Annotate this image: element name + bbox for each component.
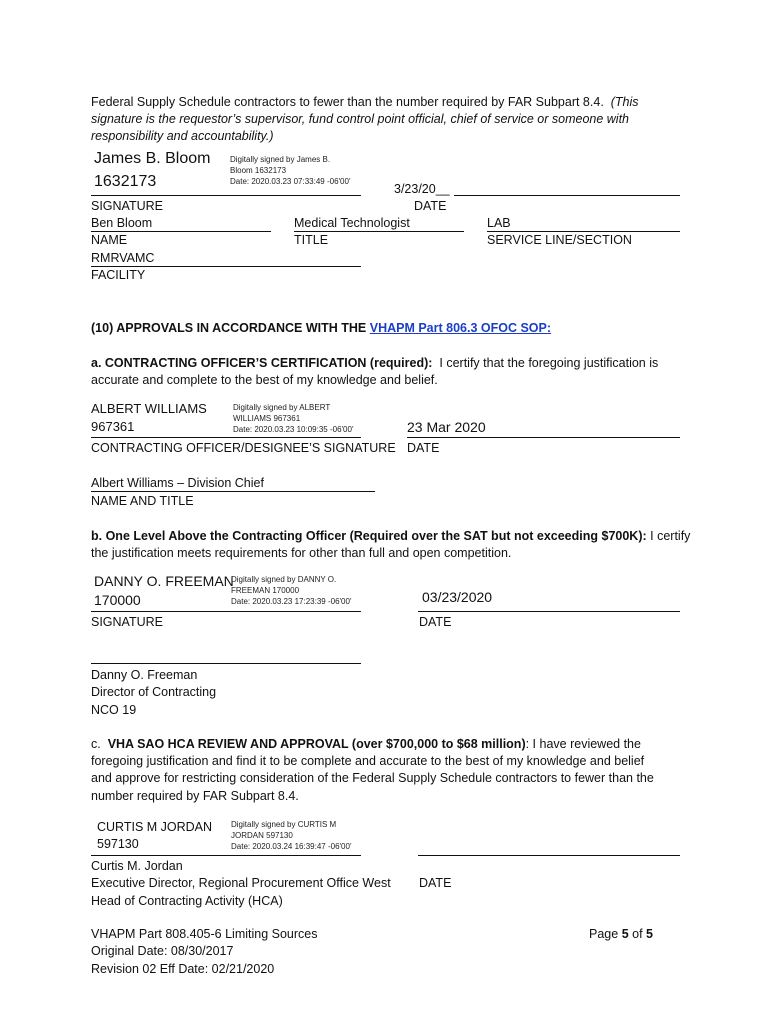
digital-line: WILLIAMS 967361	[233, 414, 301, 423]
requestor-signature-id: 1632173	[94, 173, 157, 190]
section-c-heading-prefix: c.	[91, 737, 101, 751]
intro-line-1-italic: (This	[610, 95, 639, 109]
section-b-signature-id: 170000	[94, 592, 141, 608]
requestor-title-line	[294, 231, 464, 232]
requestor-service-line	[487, 231, 680, 232]
digital-line: Date: 2020.03.23 17:23:39 -06'00'	[231, 597, 352, 606]
section-c-signature-name: CURTIS M JORDAN	[97, 820, 213, 834]
section-b-signature-line	[91, 611, 361, 612]
section-a-line-2: accurate and complete to the best of my knowledge and belief.	[91, 373, 438, 387]
section-b-name-line-1: Danny O. Freeman	[91, 668, 198, 682]
intro-line-3: responsibility and accountability.)	[91, 129, 274, 143]
section-b-heading	[91, 529, 690, 543]
requestor-date-value: 3/23/20__	[394, 182, 450, 196]
section-c-digital-signature	[231, 819, 351, 852]
section-c-signature-line	[91, 855, 361, 856]
section-a-date-label: DATE	[407, 441, 440, 455]
section-b-heading-bold: b. One Level Above the Contracting Officer (Required over the SAT but not exceeding $700K):	[91, 529, 647, 543]
section-a-date-line	[407, 437, 680, 438]
section-a-name-line	[91, 491, 375, 492]
requestor-service-value: LAB	[487, 216, 511, 230]
requestor-name-label: NAME	[91, 233, 128, 247]
intro-line-2: signature is the requestor’s supervisor, fund control point official, chief of service or someone with	[91, 112, 630, 126]
requestor-facility-line	[91, 266, 361, 267]
requestor-date-label: DATE	[414, 199, 447, 213]
digital-line: Digitally signed by James B.	[230, 155, 331, 164]
section-c-date-line	[418, 855, 680, 856]
section-b-heading-text: I certify	[650, 529, 691, 543]
footer-line-3: Revision 02 Eff Date: 02/21/2020	[91, 962, 275, 976]
digital-line: Digitally signed by ALBERT	[233, 403, 331, 412]
page-current: 5	[621, 927, 629, 941]
section-a-heading-text: I certify that the foregoing justification is	[439, 356, 659, 370]
requestor-facility-label: FACILITY	[91, 268, 146, 282]
requestor-name-value: Ben Bloom	[91, 216, 153, 230]
intro-line-1-text: Federal Supply Schedule contractors to fewer than the number required by FAR Subpart 8.4.	[91, 95, 604, 109]
page-of: of	[632, 927, 643, 941]
approvals-heading	[91, 321, 551, 335]
section-b-date-label: DATE	[419, 615, 452, 629]
section-b-date-line	[418, 611, 680, 612]
section-b-name-line-3: NCO 19	[91, 703, 137, 717]
section-c-name-line-2: Executive Director, Regional Procurement Office West	[91, 876, 391, 890]
digital-line: Bloom 1632173	[230, 166, 287, 175]
section-b-signature-label: SIGNATURE	[91, 615, 163, 629]
requestor-signature-name: James B. Bloom	[94, 150, 211, 167]
section-b-digital-signature	[231, 574, 351, 607]
section-a-heading-bold: a. CONTRACTING OFFICER’S CERTIFICATION (required):	[91, 356, 433, 370]
section-a-signature-label: CONTRACTING OFFICER/DESIGNEE’S SIGNATURE	[91, 441, 396, 455]
section-c-name-line-1: Curtis M. Jordan	[91, 859, 183, 873]
requestor-facility-value: RMRVAMC	[91, 251, 155, 265]
section-a-name-value: Albert Williams – Division Chief	[91, 476, 264, 490]
digital-line: Digitally signed by DANNY O.	[231, 575, 337, 584]
section-c-date-label: DATE	[419, 876, 452, 890]
requestor-title-label: TITLE	[294, 233, 329, 247]
section-a-signature-line	[91, 437, 361, 438]
footer-line-1: VHAPM Part 808.405-6 Limiting Sources	[91, 927, 318, 941]
intro-line-1	[91, 95, 639, 109]
section-c-name-line-3: Head of Contracting Activity (HCA)	[91, 894, 283, 908]
section-c-heading-bold: VHA SAO HCA REVIEW AND APPROVAL (over $700,000 to $68 million)	[107, 737, 526, 751]
requestor-date-line	[454, 195, 680, 196]
section-c-signature-id: 597130	[97, 837, 139, 851]
requestor-service-label: SERVICE LINE/SECTION	[487, 233, 632, 247]
section-c-line-3: and approve for restricting consideration of the Federal Supply Schedule contractors to fewer than the	[91, 771, 654, 785]
footer-line-2: Original Date: 08/30/2017	[91, 944, 234, 958]
section-a-heading	[91, 356, 658, 370]
approvals-sop-link[interactable]: VHAPM Part 806.3 OFOC SOP:	[369, 321, 552, 335]
page-total: 5	[646, 927, 653, 941]
section-a-name-label: NAME AND TITLE	[91, 494, 194, 508]
requestor-name-line	[91, 231, 271, 232]
section-b-date-value: 03/23/2020	[422, 589, 493, 605]
approvals-heading-text: (10) APPROVALS IN ACCORDANCE WITH THE	[91, 321, 367, 335]
section-a-signature-name: ALBERT WILLIAMS	[91, 401, 207, 416]
digital-line: FREEMAN 170000	[231, 586, 300, 595]
page-number	[589, 927, 653, 941]
digital-line: Date: 2020.03.24 16:39:47 -06'00'	[231, 842, 352, 851]
section-c-line-4: number required by FAR Subpart 8.4.	[91, 789, 299, 803]
digital-line: Date: 2020.03.23 10:09:35 -06'00'	[233, 425, 354, 434]
digital-line: Date: 2020.03.23 07:33:49 -06'00'	[230, 177, 351, 186]
section-a-signature-id: 967361	[91, 419, 135, 434]
digital-line: Digitally signed by CURTIS M	[231, 820, 337, 829]
section-c-heading-text: : I have reviewed the	[525, 737, 641, 751]
digital-line: JORDAN 597130	[231, 831, 293, 840]
section-c-line-2: foregoing justification and find it to be complete and accurate to the best of my knowledge and belief	[91, 754, 645, 768]
requestor-signature-line	[91, 195, 361, 196]
section-b-line-2: the justification meets requirements for other than full and open competition.	[91, 546, 512, 560]
requestor-title-value: Medical Technologist	[294, 216, 410, 230]
section-b-name-line-2: Director of Contracting	[91, 685, 217, 699]
page-prefix: Page	[589, 927, 619, 941]
section-a-digital-signature	[233, 402, 353, 435]
section-c-heading	[91, 737, 641, 751]
section-b-name-line	[91, 663, 361, 664]
requestor-signature-label: SIGNATURE	[91, 199, 163, 213]
section-b-signature-name: DANNY O. FREEMAN	[94, 573, 234, 589]
section-a-date-value: 23 Mar 2020	[407, 419, 486, 435]
requestor-digital-signature	[230, 154, 350, 187]
